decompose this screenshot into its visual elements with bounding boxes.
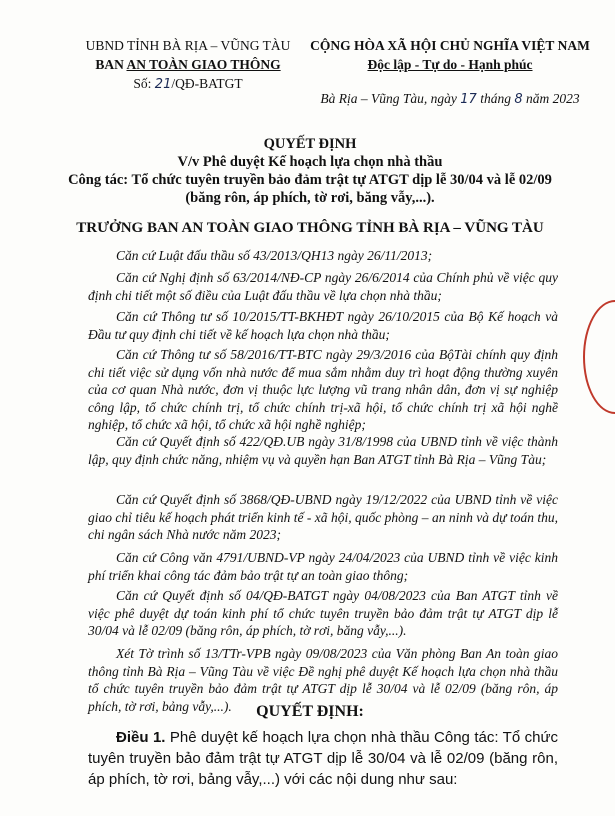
issuing-agency: [58, 36, 318, 94]
document-subject: V/v Phê duyệt Kế hoạch lựa chọn nhà thầu: [177, 154, 443, 170]
legal-basis-3: Căn cứ Thông tư số 10/2015/TT-BKHĐT ngày 26/10/2015 của Bộ Kế hoạch và Đầu tư quy định chi tiết về kế hoạch lựa chọn nhà thầu;: [88, 309, 558, 342]
decision-heading: QUYẾT ĐỊNH:: [256, 703, 364, 720]
legal-basis-4: Căn cứ Thông tư số 58/2016/TT-BTC ngày 29/3/2016 của BộTài chính quy định chi tiết việc sử dụng vốn nhà nước để mua sắm nhằm duy trì hoạt động thường xuyên của cơ quan Nhà nước, đơn vị thuộc lực lượng vũ trang nhân dân, đơn vị sự nghiệp công lập, tổ chức chính trị, tổ chức chính trị-xã hội, tổ chức chính trị xã hội nghề nghiệp, tổ chức xã hội, tổ chức xã hội nghề nghiệp;: [88, 347, 558, 432]
handwritten-day: 17: [460, 92, 477, 107]
agency-line-2: BAN AN TOÀN GIAO THÔNG: [95, 57, 281, 72]
legal-basis-8: Căn cứ Quyết định số 04/QĐ-BATGT ngày 04/08/2023 của Ban ATGT tỉnh về việc phê duyệt dự toán kinh phí tổ chức tuyên truyền bảo đảm trật tự ATGT dịp lễ 30/04 và lễ 02/09 (băng rôn, áp phích, tờ rơi, băng vẫy,...).: [88, 588, 558, 638]
national-motto: Độc lập - Tự do - Hạnh phúc: [367, 57, 533, 72]
legal-basis-6: Căn cứ Quyết định số 3868/QĐ-UBND ngày 19/12/2022 của UBND tỉnh về việc giao chỉ tiêu kế hoạch phát triển kinh tế - xã hội, quốc phòng – an ninh và dự toán thu, chi ngân sách Nhà nước năm 2023;: [88, 492, 558, 542]
article-1-text: Phê duyệt kế hoạch lựa chọn nhà thầu Công tác: Tổ chức tuyên truyền bảo đảm trật tự ATGT dịp lễ 30/04 và lễ 02/09 (băng rôn, áp phích, tờ rơi, bảng vẫy,...) với các nội dung như sau:: [88, 729, 558, 788]
article-1-label: Điều 1.: [116, 729, 166, 746]
handwritten-month: 8: [514, 92, 523, 107]
legal-basis-5: Căn cứ Quyết định số 422/QĐ.UB ngày 31/8/1998 của UBND tỉnh về việc thành lập, quy định chức năng, nhiệm vụ và quyền hạn Ban ATGT tỉnh Bà Rịa – Vũng Tàu;: [88, 434, 558, 467]
issuing-authority: TRƯỞNG BAN AN TOÀN GIAO THÔNG TỈNH BÀ RỊA – VŨNG TÀU: [76, 220, 544, 236]
official-stamp-fragment: [583, 300, 615, 414]
document-task: Công tác: Tổ chức tuyên truyền bảo đảm trật tự ATGT dịp lễ 30/04 và lễ 02/09 (băng rôn, áp phích, tờ rơi, băng vẫy,...).: [68, 172, 552, 206]
issue-date: Bà Rịa – Vũng Tàu, ngày 17 tháng 8 năm 2023: [320, 91, 580, 107]
document-title-block: [60, 135, 560, 207]
article-1: [88, 727, 558, 790]
agency-line-1: UBND TỈNH BÀ RỊA – VŨNG TÀU: [85, 38, 291, 53]
document-type: QUYẾT ĐỊNH: [263, 136, 357, 152]
nation-name: CỘNG HÒA XÃ HỘI CHỦ NGHĨA VIỆT NAM: [310, 38, 590, 53]
national-title: [300, 36, 600, 74]
document-number: Số: 21/QĐ-BATGT: [133, 76, 243, 92]
legal-basis-9: Xét Tờ trình số 13/TTr-VPB ngày 09/08/2023 của Văn phòng Ban An toàn giao thông tỉnh Bà Rịa – Vũng Tàu về việc Đề nghị phê duyệt Kế hoạch lựa chọn nhà thầu tổ chức tuyên truyền bảo đảm trật tự ATGT dịp lễ 30/04 và lễ 02/09 (băng rôn, áp phích, tờ rơi, bảng vẫy,...).: [88, 646, 558, 714]
legal-basis-1: Căn cứ Luật đấu thầu số 43/2013/QH13 ngày 26/11/2013;: [116, 248, 433, 263]
legal-basis-2: Căn cứ Nghị định số 63/2014/NĐ-CP ngày 26/6/2014 của Chính phủ về việc quy định chi tiết một số điều của Luật đấu thầu về lựa chọn nhà thầu;: [88, 270, 558, 303]
legal-basis-7: Căn cứ Công văn 4791/UBND-VP ngày 24/04/2023 của UBND tỉnh về việc kinh phí triển khai công tác đảm bảo trật tự an toàn giao thông;: [88, 550, 558, 583]
handwritten-number: 21: [154, 77, 172, 92]
